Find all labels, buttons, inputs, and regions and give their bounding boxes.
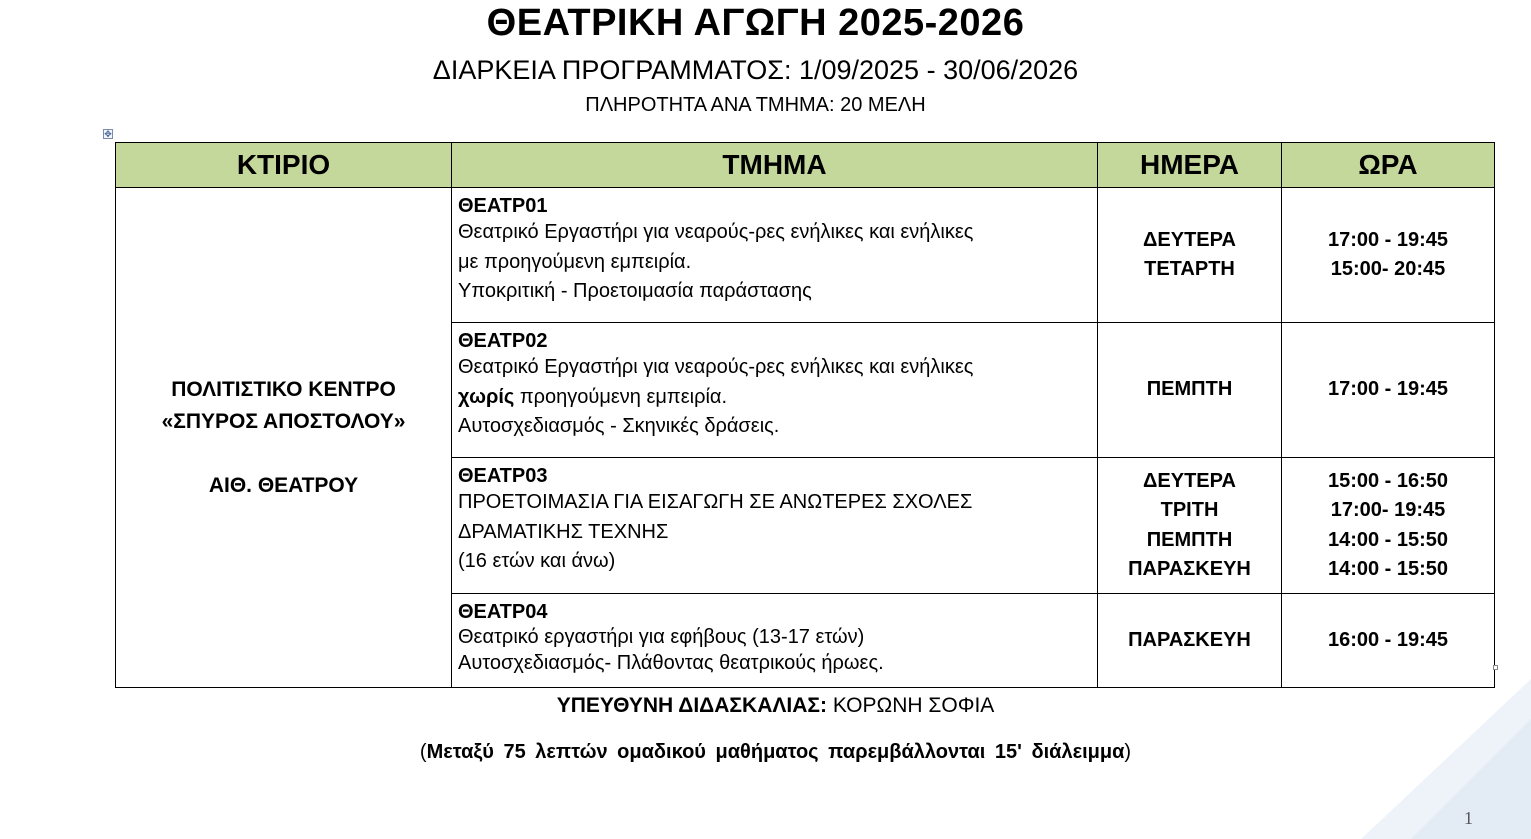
- teacher-label: ΥΠΕΥΘΥΝΗ ΔΙΔΑΣΚΑΛΙΑΣ:: [556, 694, 827, 717]
- day-value: ΔΕΥΤΕΡΑ: [1143, 228, 1236, 251]
- building-cell: [116, 188, 452, 688]
- building-subname: «ΣΠΥΡΟΣ ΑΠΟΣΤΟΛΟΥ»: [161, 409, 406, 433]
- note-text: Μεταξύ 75 λεπτών ομαδικού μαθήματος παρεμβάλλονται 15' διάλειμμα: [426, 741, 1125, 763]
- day-cell: [1098, 458, 1282, 594]
- table-resize-handle-icon[interactable]: [1493, 665, 1498, 670]
- teacher-line: [10, 694, 1531, 718]
- table-header-row: [116, 143, 1495, 188]
- department-desc-line: Αυτοσχεδιασμός- Πλάθοντας θεατρικούς ήρωες.: [458, 652, 884, 674]
- note-paren-close: ): [1124, 741, 1132, 763]
- day-value: ΠΕΜΠΤΗ: [1146, 528, 1233, 551]
- day-value: ΔΕΥΤΕΡΑ: [1143, 469, 1236, 492]
- department-desc-line: [458, 383, 1097, 413]
- day-value: ΤΡΙΤΗ: [1160, 499, 1219, 521]
- department-desc-line: ΠΡΟΕΤΟΙΜΑΣΙΑ ΓΙΑ ΕΙΣΑΓΩΓΗ ΣΕ ΑΝΩΤΕΡΕΣ ΣΧΟΛΕΣ: [458, 491, 973, 513]
- department-desc-line: Υποκριτική - Προετοιμασία παράστασης: [458, 280, 812, 302]
- table-move-icon[interactable]: ✥: [104, 129, 112, 139]
- time-value: 17:00 - 19:45: [1327, 378, 1449, 401]
- document-title: ΘΕΑΤΡΙΚΗ ΑΓΩΓΗ 2025-2026: [486, 2, 1025, 44]
- department-code: ΘΕΑΤΡ04: [458, 601, 548, 623]
- time-value: 14:00 - 15:50: [1327, 558, 1449, 580]
- department-code: ΘΕΑΤΡ03: [458, 465, 548, 487]
- department-cell: [452, 188, 1098, 323]
- time-value: 15:00 - 16:50: [1327, 469, 1449, 492]
- time-value: 15:00- 20:45: [1330, 258, 1446, 280]
- department-desc-line: (16 ετών και άνω): [458, 550, 616, 572]
- program-duration: ΔΙΑΡΚΕΙΑ ΠΡΟΓΡΑΜΜΑΤΟΣ: 1/09/2025 - 30/06/2026: [432, 55, 1079, 85]
- department-desc-line: Θεατρικό εργαστήρι για εφήβους (13-17 ετών): [458, 626, 865, 648]
- building-room: ΑΙΘ. ΘΕΑΤΡΟΥ: [208, 473, 359, 497]
- emphasis-text: χωρίς: [458, 385, 515, 408]
- time-value: 17:00- 19:45: [1330, 499, 1446, 521]
- time-cell: [1282, 188, 1495, 323]
- department-desc-line: Θεατρικό Εργαστήρι για νεαρούς-ρες ενήλικες και ενήλικες: [458, 221, 974, 243]
- department-desc-line: Θεατρικό Εργαστήρι για νεαρούς-ρες ενήλικες και ενήλικες: [458, 356, 974, 378]
- break-note: [10, 741, 1531, 764]
- day-value: ΠΑΡΑΣΚΕΥΗ: [1128, 628, 1251, 651]
- schedule-table: [115, 142, 1495, 688]
- table-row: [116, 188, 1495, 323]
- note-paren-open: (: [419, 741, 427, 763]
- page-number: 1: [1464, 808, 1473, 828]
- department-cell: [452, 323, 1098, 458]
- department-cell: [452, 594, 1098, 688]
- time-value: 14:00 - 15:50: [1327, 528, 1449, 551]
- department-code: ΘΕΑΤΡ02: [458, 330, 548, 352]
- day-value: ΠΕΜΠΤΗ: [1146, 378, 1233, 401]
- decorative-corner-triangle: [1361, 679, 1531, 839]
- building-name: ΠΟΛΙΤΙΣΤΙΚΟ ΚΕΝΤΡΟ: [171, 377, 396, 401]
- day-cell: [1098, 594, 1282, 688]
- department-code: ΘΕΑΤΡ01: [458, 195, 548, 217]
- group-capacity: ΠΛΗΡΟΤΗΤΑ ΑΝΑ ΤΜΗΜΑ: 20 ΜΕΛΗ: [585, 94, 926, 116]
- time-cell: [1282, 594, 1495, 688]
- department-desc-line: ΔΡΑΜΑΤΙΚΗΣ ΤΕΧΝΗΣ: [458, 520, 669, 543]
- day-cell: [1098, 188, 1282, 323]
- department-cell: [452, 458, 1098, 594]
- teacher-name: ΚΟΡΩΝΗ ΣΟΦΙΑ: [832, 694, 995, 717]
- time-cell: [1282, 458, 1495, 594]
- time-cell: [1282, 323, 1495, 458]
- column-header-department: ΤΜΗΜΑ: [452, 143, 1098, 188]
- department-desc-line: με προηγούμενη εμπειρία.: [458, 250, 692, 273]
- day-value: ΠΑΡΑΣΚΕΥΗ: [1128, 558, 1251, 580]
- day-cell: [1098, 323, 1282, 458]
- day-value: ΤΕΤΑΡΤΗ: [1144, 258, 1235, 280]
- column-header-time: ΩΡΑ: [1282, 143, 1495, 188]
- department-desc-rest: προηγούμενη εμπειρία.: [514, 385, 728, 408]
- time-value: 17:00 - 19:45: [1327, 228, 1449, 251]
- column-header-building: ΚΤΙΡΙΟ: [116, 143, 452, 188]
- column-header-day: ΗΜΕΡΑ: [1098, 143, 1282, 188]
- time-value: 16:00 - 19:45: [1327, 628, 1449, 651]
- department-desc-line: Αυτοσχεδιασμός - Σκηνικές δράσεις.: [458, 415, 780, 437]
